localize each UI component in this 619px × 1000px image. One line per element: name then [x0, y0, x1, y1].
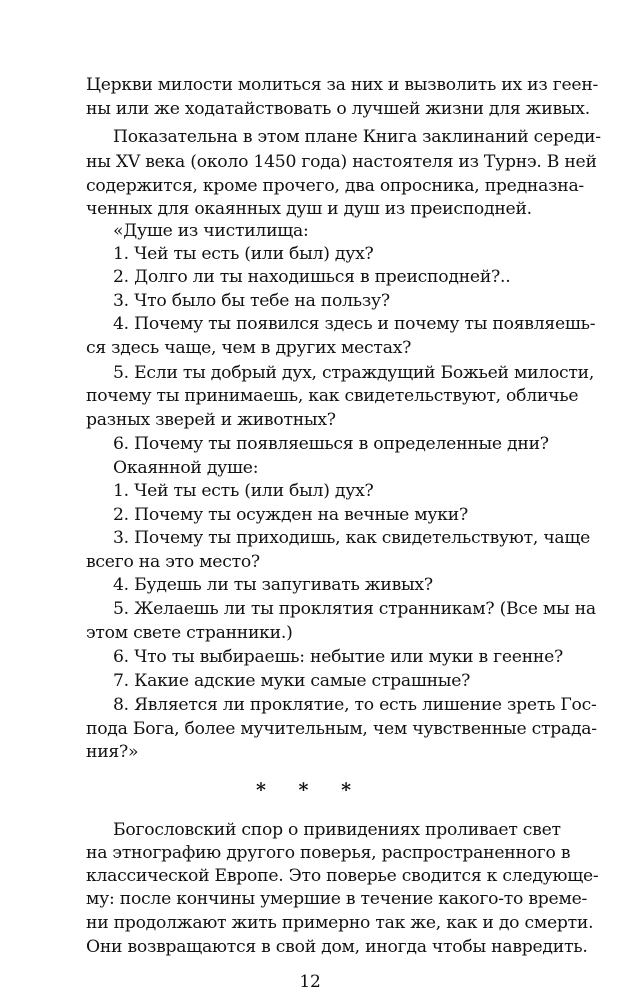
text-line: «Душе из чистилища:: [113, 221, 309, 241]
text-line: 6. Почему ты появляешься в определенные дни?: [113, 434, 549, 454]
text-line: 8. Является ли проклятие, то есть лишение зреть Гос-: [113, 695, 597, 715]
section-separator: * * *: [255, 779, 365, 801]
text-line: Они возвращаются в свой дом, иногда чтобы навредить.: [86, 937, 588, 957]
text-line: содержится, кроме прочего, два опросника, предназна-: [86, 176, 584, 196]
text-line: Окаянной душе:: [113, 458, 259, 478]
text-line: 4. Будешь ли ты запугивать живых?: [113, 575, 433, 595]
page-number: 12: [299, 972, 321, 992]
text-line: ся здесь чаще, чем в других местах?: [86, 338, 412, 358]
text-line: 4. Почему ты появился здесь и почему ты появляешь-: [113, 314, 596, 334]
text-line: почему ты принимаешь, как свидетельствуют, обличье: [86, 386, 579, 406]
text-line: классической Европе. Это поверье сводится к следующе-: [86, 866, 599, 886]
text-line: ны или же ходатайствовать о лучшей жизни для живых.: [86, 99, 590, 119]
text-line: 2. Почему ты осужден на вечные муки?: [113, 505, 468, 525]
text-line: 3. Что было бы тебе на пользу?: [113, 291, 390, 311]
text-line: пода Бога, более мучительным, чем чувственные страда-: [86, 719, 597, 739]
text-line: 5. Желаешь ли ты проклятия странникам? (Все мы на: [113, 599, 596, 619]
text-line: 6. Что ты выбираешь: небытие или муки в геенне?: [113, 647, 564, 667]
text-line: 1. Чей ты есть (или был) дух?: [113, 481, 374, 501]
text-line: разных зверей и животных?: [86, 410, 336, 430]
text-line: ни продолжают жить примерно так же, как и до смерти.: [86, 913, 594, 933]
text-line: 5. Если ты добрый дух, страждущий Божьей милости,: [113, 363, 595, 383]
text-line: 1. Чей ты есть (или был) дух?: [113, 244, 374, 264]
text-line: всего на это место?: [86, 552, 260, 572]
text-line: Богословский спор о привидениях проливает свет: [113, 820, 561, 840]
text-line: Показательна в этом плане Книга заклинаний середи-: [113, 127, 601, 147]
text-line: 2. Долго ли ты находишься в преисподней?..: [113, 267, 511, 287]
text-line: Церкви милости молиться за них и вызволить их из геен-: [86, 75, 599, 95]
text-line: на этнографию другого поверья, распространенного в: [86, 843, 571, 863]
text-line: ны XV века (около 1450 года) настоятеля из Турнэ. В ней: [86, 152, 597, 172]
text-line: 7. Какие адские муки самые страшные?: [113, 671, 471, 691]
text-line: 3. Почему ты приходишь, как свидетельствуют, чаще: [113, 528, 591, 548]
text-line: ния?»: [86, 742, 139, 762]
text-line: этом свете странники.): [86, 623, 293, 643]
text-line: ченных для окаянных душ и душ из преисподней.: [86, 199, 532, 219]
text-line: му: после кончины умершие в течение какого-то време-: [86, 889, 588, 909]
